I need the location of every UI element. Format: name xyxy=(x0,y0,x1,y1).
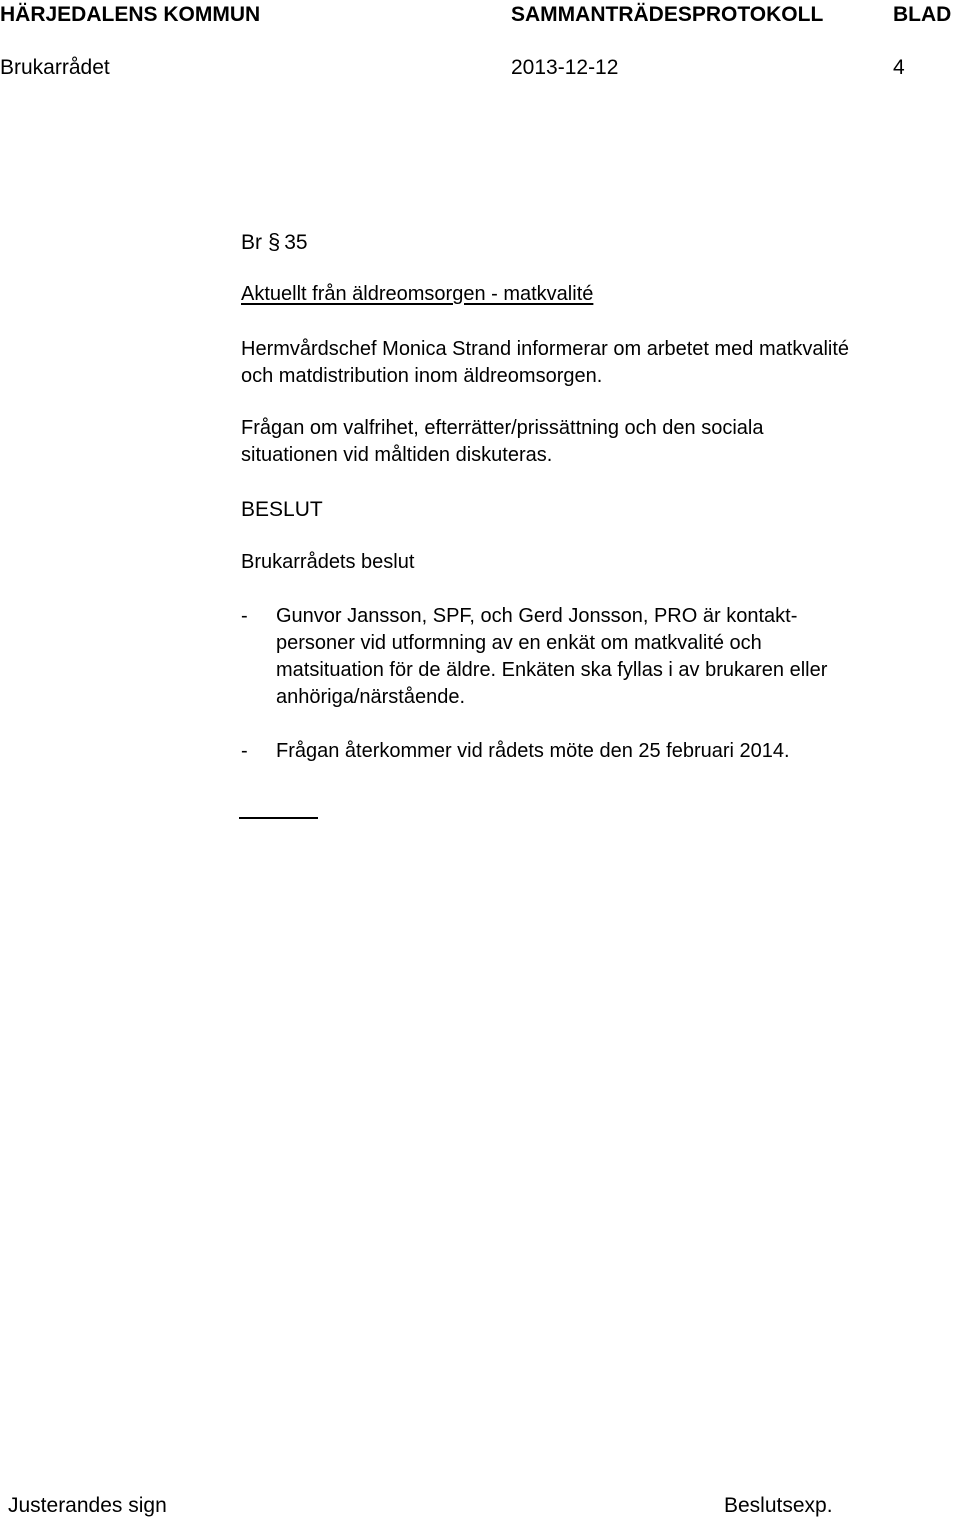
page-number: 4 xyxy=(893,56,905,79)
discussion-line: situationen vid måltiden diskuteras. xyxy=(241,444,553,466)
section-reference xyxy=(241,228,308,256)
decision-list xyxy=(241,603,827,765)
meeting-date: 2013-12-12 xyxy=(511,56,619,79)
decision-item-line: Gunvor Jansson, SPF, och Gerd Jonsson, PRO är kontakt- xyxy=(276,605,798,627)
info-line: Hermvårdschef Monica Strand informerar om arbetet med matkvalité xyxy=(241,338,850,360)
body-name: Brukarrådet xyxy=(0,56,110,79)
discussion-line: Frågan om valfrihet, efterrätter/prissättning och den sociala xyxy=(241,417,764,439)
end-rule xyxy=(239,817,318,819)
decision-heading: BESLUT xyxy=(241,498,323,521)
decision-item-line: matsituation för de äldre. Enkäten ska fyllas i av brukaren eller xyxy=(276,659,828,681)
list-dash: - xyxy=(241,740,248,762)
sheet-label: BLAD xyxy=(893,3,952,26)
decision-item xyxy=(241,603,827,711)
decision-subheading: Brukarrådets beslut xyxy=(241,551,415,573)
info-line: och matdistribution inom äldreomsorgen. xyxy=(241,365,603,387)
adjuster-sign-label: Justerandes sign xyxy=(8,1494,167,1517)
section-title: Aktuellt från äldreomsorgen - matkvalité xyxy=(241,283,594,305)
decision-item-line: anhöriga/närstående. xyxy=(276,686,466,708)
list-dash: - xyxy=(241,605,248,627)
decision-item xyxy=(241,738,827,765)
decision-item-line: Frågan återkommer vid rådets möte den 25 februari 2014. xyxy=(276,740,790,762)
discussion-paragraph xyxy=(241,415,763,469)
section-number: 35 xyxy=(284,231,308,254)
info-paragraph xyxy=(241,336,849,390)
section-symbol: § xyxy=(268,229,281,254)
decision-item-line: personer vid utformning av en enkät om matkvalité och xyxy=(276,632,762,654)
document-type: SAMMANTRÄDESPROTOKOLL xyxy=(511,3,824,26)
section-prefix: Br xyxy=(241,231,262,254)
organization-name: HÄRJEDALENS KOMMUN xyxy=(0,3,261,26)
decision-extract-label: Beslutsexp. xyxy=(724,1494,833,1517)
